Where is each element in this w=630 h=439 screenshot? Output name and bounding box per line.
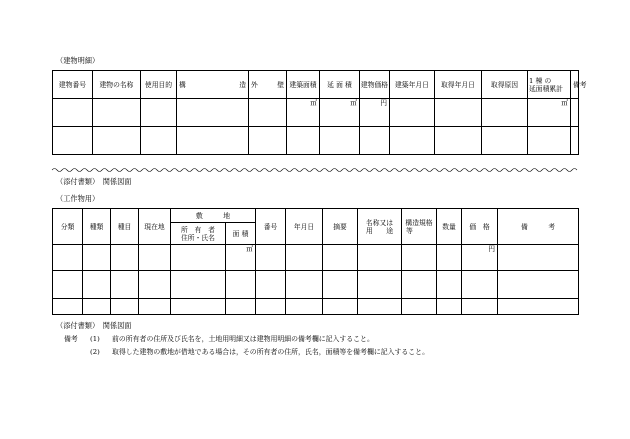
cell[interactable] [323,271,358,299]
cell[interactable] [437,271,462,299]
header-category: 分類 [53,209,83,245]
building-section-title: （建物明細） [56,56,100,65]
header-summary: 摘要 [323,209,358,245]
cell[interactable] [435,99,482,127]
note-2-text: 取得した建物の敷地が借地である場合は，その所有者の住所，氏名，面積等を備考欄に記入すること。 [112,348,429,356]
building-table [52,70,587,155]
header-cumulative-area: 1 棟 の 延面積累計 [528,71,571,99]
cell[interactable] [482,127,528,155]
structure-table [52,208,579,315]
cell[interactable] [141,127,177,155]
cell[interactable] [256,245,286,271]
cell[interactable] [358,245,402,271]
building-attachment-note: （添付書類） 関係図面 [56,177,132,186]
header-name-purpose: 名称又は 用 途 [358,209,402,245]
header-acquisition-cause: 取得原因 [482,71,528,99]
header-building-name: 建物の名称 [93,71,141,99]
building-row [53,127,579,155]
unit-yen: 円 [462,245,498,271]
header-item: 種目 [111,209,139,245]
cell[interactable] [53,245,83,271]
cell[interactable] [482,99,528,127]
cell[interactable] [402,271,437,299]
cell[interactable] [53,271,83,299]
cell[interactable] [171,271,226,299]
unit-sqm: ㎡ [287,99,320,127]
cell[interactable] [256,299,286,315]
header-construction-date: 建築年月日 [390,71,435,99]
building-header-row [53,71,579,99]
note-1-text: 前の所有者の住所及び氏名を，土地用明細又は建物用明細の備考欄に記入すること。 [112,335,374,343]
cell[interactable] [53,99,93,127]
cell[interactable] [83,245,111,271]
header-building-price: 建物価格 [360,71,390,99]
structure-row [53,245,579,271]
cell[interactable] [83,299,111,315]
cell[interactable] [462,271,498,299]
header-structure: 構 造 [177,71,249,99]
cell[interactable] [139,299,171,315]
structure-header-row-1 [53,209,579,223]
cell[interactable] [402,245,437,271]
building-row [53,99,579,127]
cell[interactable] [498,271,579,299]
cell[interactable] [139,245,171,271]
unit-sqm: ㎡ [320,99,360,127]
cell[interactable] [53,127,93,155]
cell[interactable] [111,271,139,299]
header-acquisition-date: 取得年月日 [435,71,482,99]
cell[interactable] [437,245,462,271]
header-floor-area: 延 面 積 [320,71,360,99]
note-1-number: (1) [90,335,100,343]
cell[interactable] [498,245,579,271]
structure-attachment-note: （添付書類） 関係図面 [56,321,132,330]
structure-row [53,299,579,315]
unit-yen: 円 [360,99,390,127]
header-owner: 所 有 者 住所・氏名 [171,223,226,245]
header-building-number: 建物番号 [53,71,93,99]
header-remarks: 備 考 [571,71,579,99]
header-building-area: 建築面積 [287,71,320,99]
cell[interactable] [435,127,482,155]
structure-row [53,271,579,299]
cell[interactable] [358,271,402,299]
cell[interactable] [437,299,462,315]
cell[interactable] [141,99,177,127]
unit-sqm: ㎡ [528,99,571,127]
header-purpose: 使用目的 [141,71,177,99]
header-location: 現在地 [139,209,171,245]
header-area: 面 積 [226,223,256,245]
cell[interactable] [286,245,323,271]
cell[interactable] [111,245,139,271]
cell[interactable] [226,299,256,315]
cell[interactable] [571,99,579,127]
header-site: 敷 地 [171,209,256,223]
cell[interactable] [358,299,402,315]
unit-sqm: ㎡ [226,245,256,271]
cell[interactable] [571,127,579,155]
header-remarks: 備 考 [498,209,579,245]
cell[interactable] [93,127,141,155]
cell[interactable] [171,245,226,271]
cell[interactable] [226,271,256,299]
cell[interactable] [360,127,390,155]
cell[interactable] [320,127,360,155]
header-exterior-wall: 外 壁 [249,71,287,99]
cell[interactable] [323,245,358,271]
cell[interactable] [249,127,287,155]
header-quantity: 数量 [437,209,462,245]
structure-section-title: （工作物用） [56,194,100,203]
cell[interactable] [171,299,226,315]
cell[interactable] [111,299,139,315]
cell[interactable] [462,299,498,315]
cell[interactable] [287,127,320,155]
header-number: 番号 [256,209,286,245]
cell[interactable] [323,299,358,315]
cell[interactable] [139,271,171,299]
cell[interactable] [402,299,437,315]
cell[interactable] [177,99,249,127]
note-2-number: (2) [90,348,100,356]
cell[interactable] [390,127,435,155]
cell[interactable] [53,299,83,315]
cell[interactable] [249,99,287,127]
header-spec: 構造規格 等 [402,209,437,245]
cell[interactable] [83,271,111,299]
cell[interactable] [256,271,286,299]
cell[interactable] [93,99,141,127]
cell[interactable] [286,271,323,299]
cut-line [52,167,578,173]
cell[interactable] [528,127,571,155]
cell[interactable] [177,127,249,155]
header-date: 年月日 [286,209,323,245]
header-price: 価 格 [462,209,498,245]
header-kind: 種類 [83,209,111,245]
cell[interactable] [498,299,579,315]
notes-label: 備考 [64,335,78,343]
cell[interactable] [390,99,435,127]
cell[interactable] [286,299,323,315]
